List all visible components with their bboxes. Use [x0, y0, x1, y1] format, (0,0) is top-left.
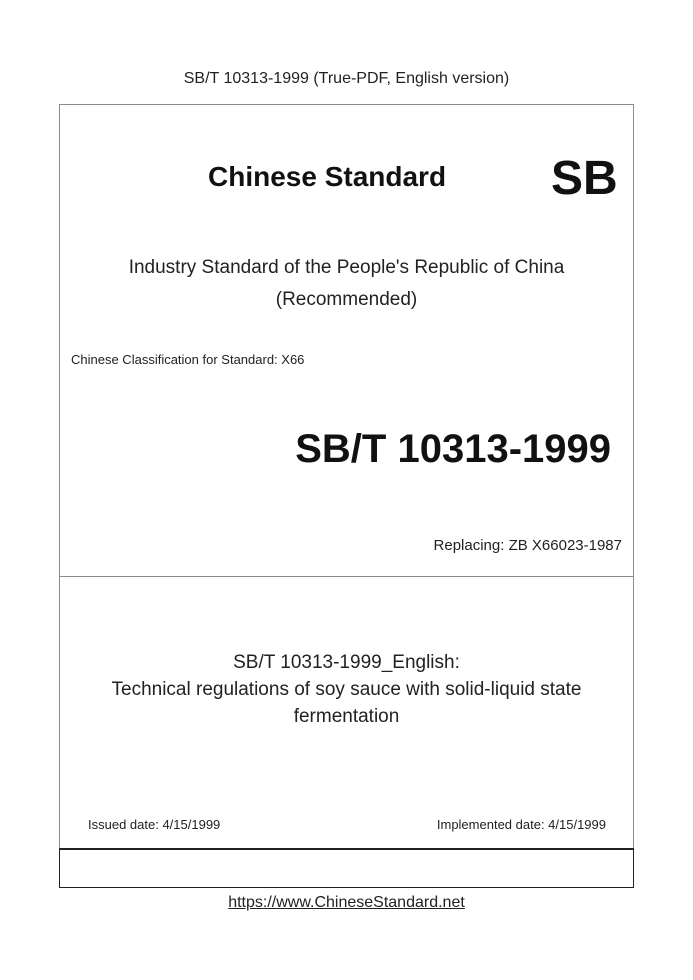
document-title-line-3: fermentation [293, 706, 400, 727]
footer-link[interactable]: https://www.ChineseStandard.net [228, 894, 465, 911]
replacing-line: Replacing: ZB X66023-1987 [433, 537, 622, 554]
issued-date: Issued date: 4/15/1999 [88, 817, 221, 832]
standard-number: SB/T 10313-1999 [295, 427, 611, 471]
document-title [60, 649, 633, 730]
page-header: SB/T 10313-1999 (True-PDF, English version) [183, 70, 510, 87]
implemented-date: Implemented date: 4/15/1999 [436, 817, 606, 832]
sb-mark: SB [551, 152, 618, 205]
cover-middle-section [60, 577, 633, 848]
document-title-line-1: SB/T 10313-1999_English: [233, 652, 460, 673]
bottom-empty-box [59, 848, 634, 888]
chinese-standard-title: Chinese Standard [208, 161, 447, 192]
document-title-line-2: Technical regulations of soy sauce with solid-liquid state [111, 679, 582, 700]
cover-top-section [60, 105, 633, 577]
industry-standard-line: Industry Standard of the People's Republic of China [128, 257, 565, 278]
recommended-line: (Recommended) [275, 289, 418, 310]
cover-frame [59, 104, 634, 888]
classification-line: Chinese Classification for Standard: X66 [71, 352, 305, 367]
